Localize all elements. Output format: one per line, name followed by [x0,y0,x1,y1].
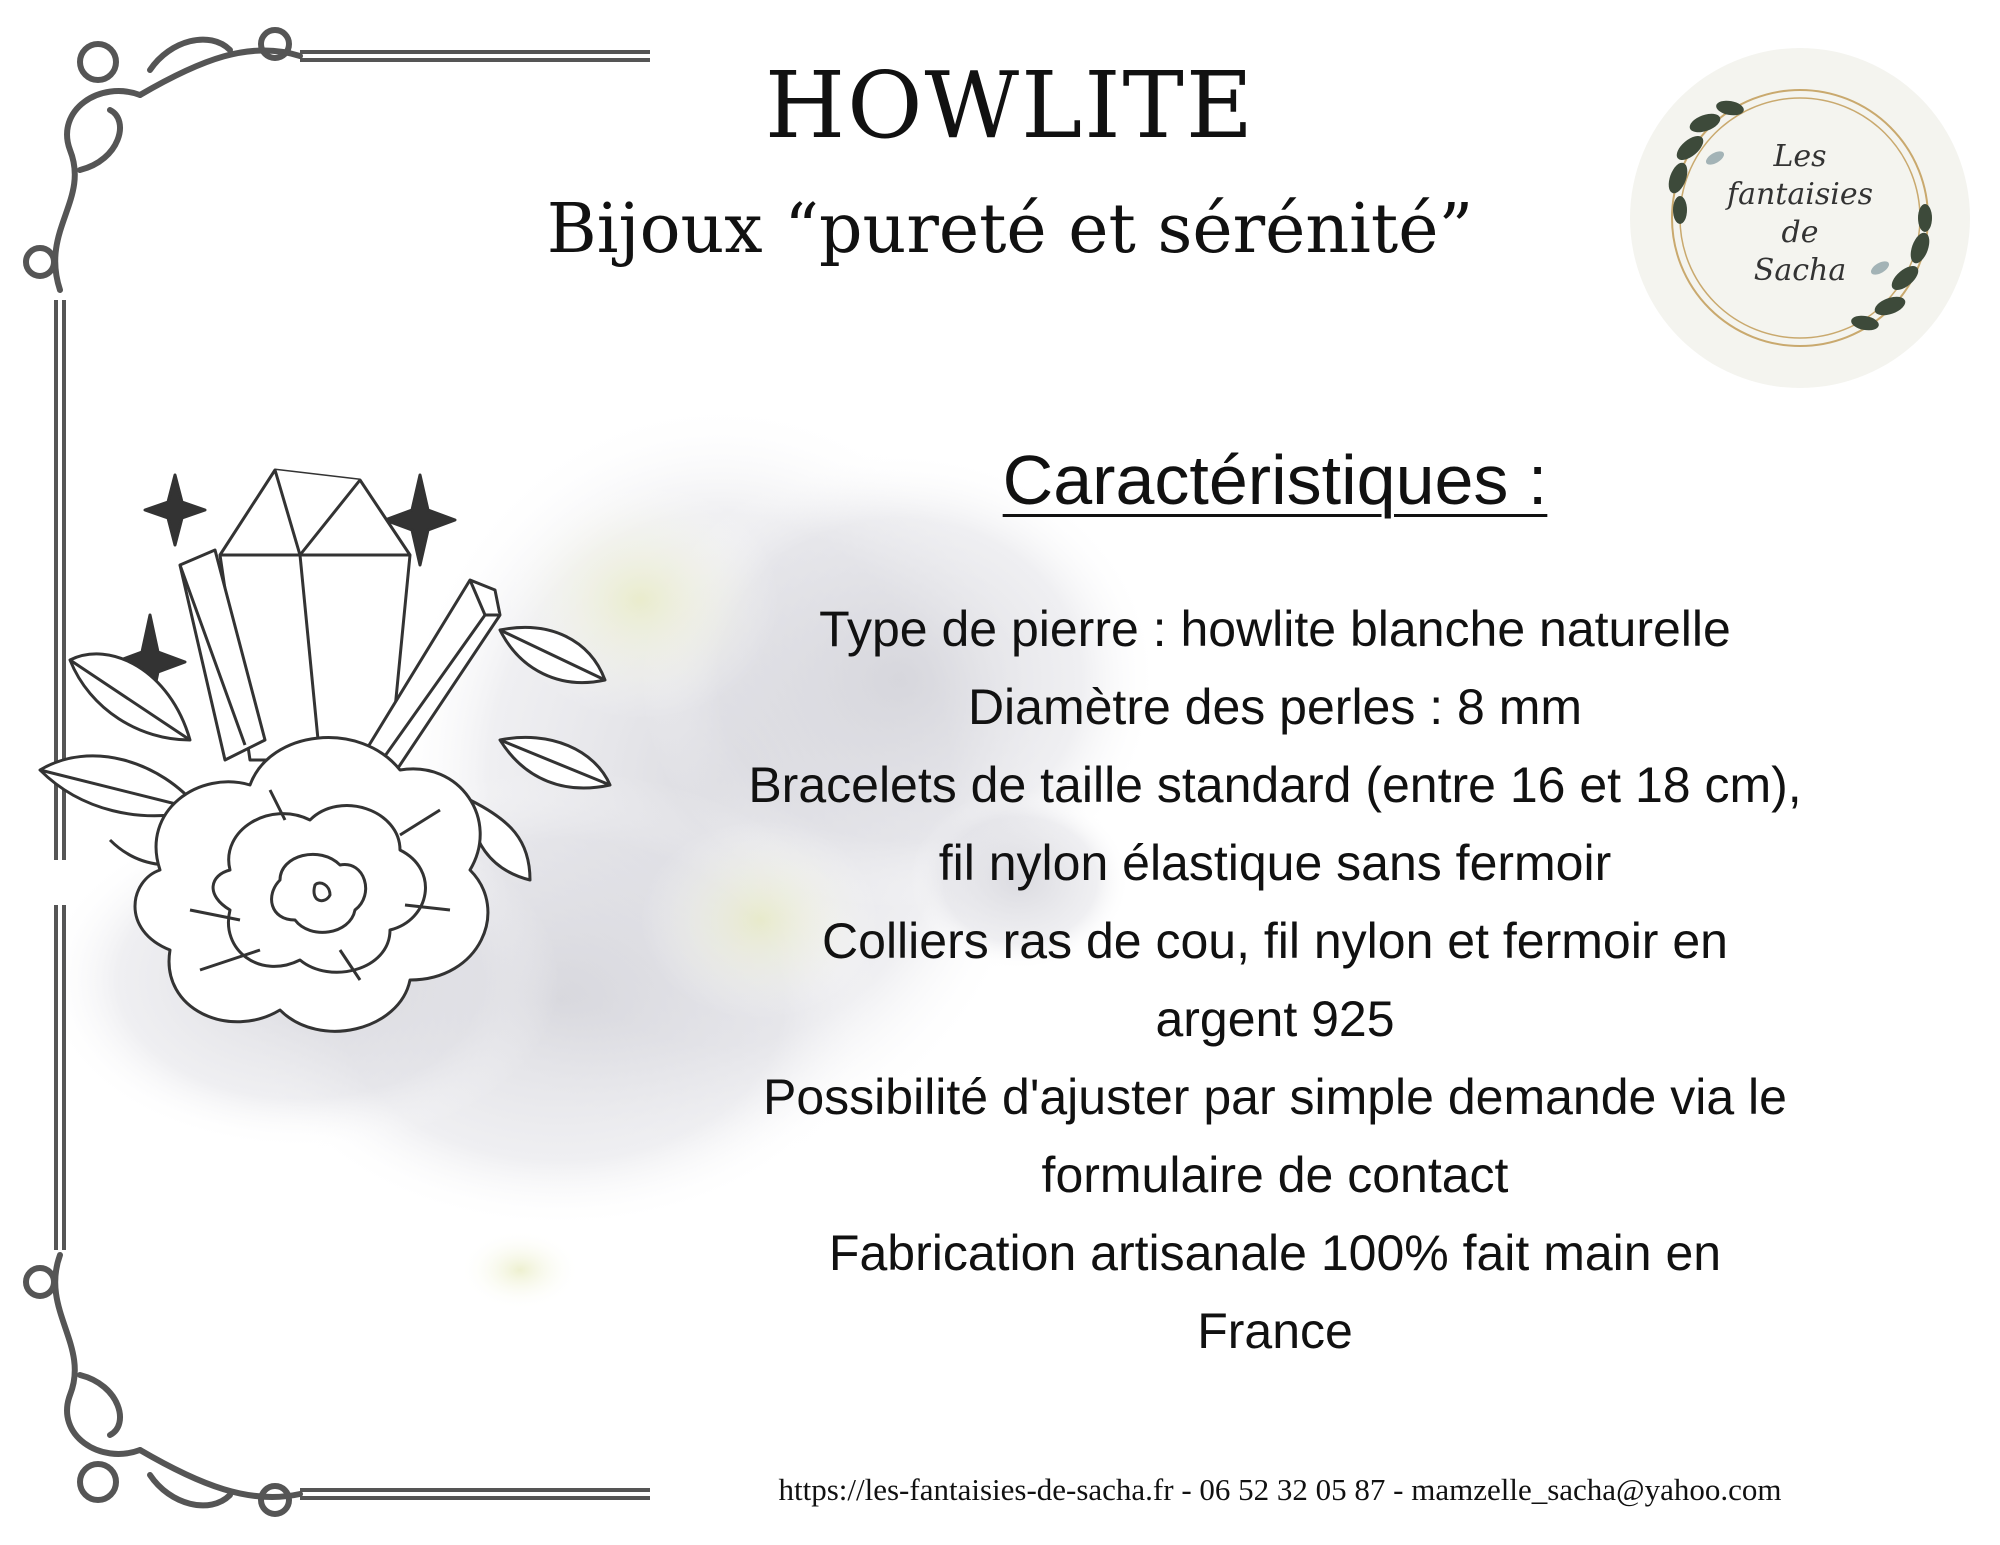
characteristics-list [620,590,1930,1370]
brand-logo [1620,38,1980,398]
crystal-flower-illustration [30,440,630,1060]
page-title: HOWLITE [764,52,1256,159]
characteristic-line: Type de pierre : howlite blanche naturelle [819,601,1731,657]
logo-line-1: Les [1773,139,1827,174]
corner-flourish-icon [26,1255,300,1514]
peony-flower-icon [135,738,488,1032]
corner-flourish-icon [26,30,300,290]
characteristic-line: Diamètre des perles : 8 mm [967,679,1583,735]
page-subtitle: Bijoux “pureté et sérénité” [546,190,1474,269]
footer-contact: https://les-fantaisies-de-sacha.fr - 06 52 32 05 87 - mamzelle_sacha@yahoo.com [778,1472,1782,1507]
characteristic-line: fil nylon élastique sans fermoir [938,835,1612,891]
characteristic-line: Possibilité d'ajuster par simple demande via le [763,1069,1787,1125]
logo-line-3: de [1781,215,1819,250]
characteristic-line: Colliers ras de cou, fil nylon et fermoir en [822,913,1728,969]
characteristic-line: France [1197,1303,1353,1359]
sparkle-icon [145,475,205,545]
characteristics-heading: Caractéristiques : [1002,441,1548,519]
logo-line-2: fantaisies [1727,177,1873,212]
characteristic-line: argent 925 [1155,991,1395,1047]
characteristic-line: formulaire de contact [1041,1147,1509,1203]
crystal-cluster-icon [180,470,500,780]
logo-line-4: Sacha [1753,253,1847,288]
characteristic-line: Fabrication artisanale 100% fait main en [828,1225,1722,1281]
characteristic-line: Bracelets de taille standard (entre 16 et 18 cm), [748,757,1802,813]
